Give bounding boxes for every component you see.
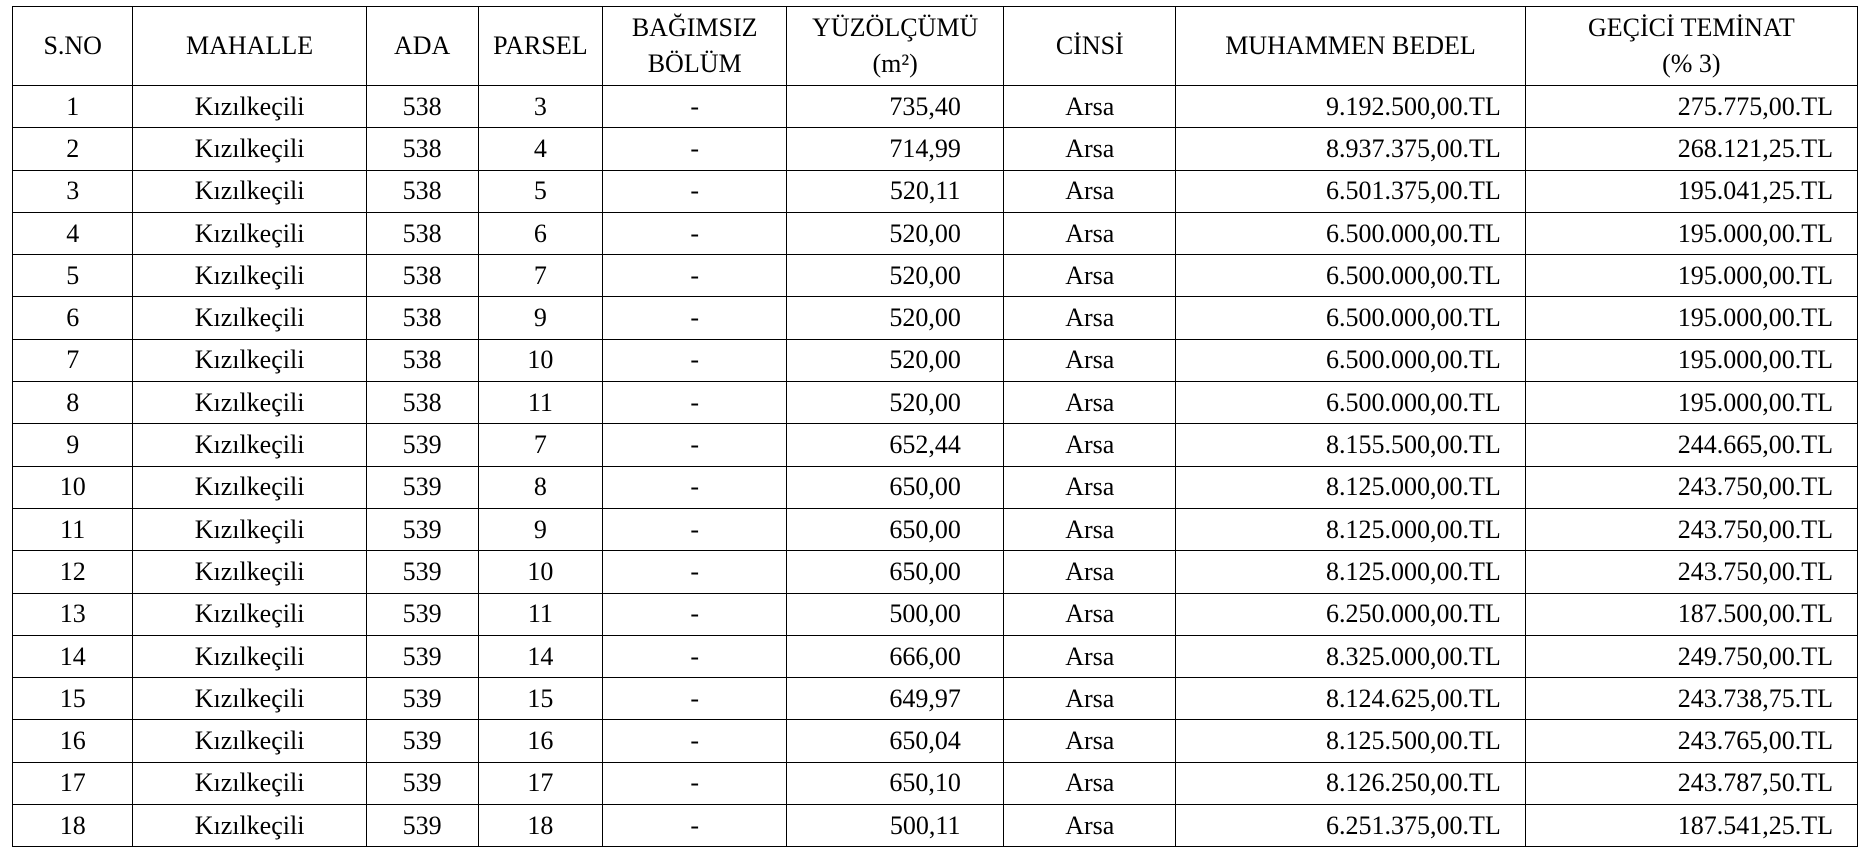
cell-cinsi: Arsa bbox=[1004, 678, 1176, 720]
column-header-cinsi bbox=[1004, 7, 1176, 86]
cell-parsel: 6 bbox=[478, 212, 603, 254]
cell-bagimsiz-bolum: - bbox=[603, 255, 787, 297]
column-header-text: ADA bbox=[393, 31, 451, 60]
cell-parsel: 9 bbox=[478, 297, 603, 339]
table-row bbox=[13, 86, 1858, 128]
column-header-text: (% 3) bbox=[1662, 49, 1721, 78]
table-row bbox=[13, 678, 1858, 720]
cell-muhammen-bedel: 8.125.500,00.TL bbox=[1176, 720, 1525, 762]
cell-yuzolcumu: 650,00 bbox=[787, 508, 1004, 550]
cell-ada: 539 bbox=[366, 551, 478, 593]
cell-cinsi: Arsa bbox=[1004, 551, 1176, 593]
cell-mahalle: Kızılkeçili bbox=[133, 128, 366, 170]
cell-gecici-teminat: 243.750,00.TL bbox=[1525, 551, 1857, 593]
cell-cinsi: Arsa bbox=[1004, 593, 1176, 635]
cell-yuzolcumu: 652,44 bbox=[787, 424, 1004, 466]
cell-muhammen-bedel: 6.500.000,00.TL bbox=[1176, 212, 1525, 254]
cell-sno: 13 bbox=[13, 593, 133, 635]
table-row bbox=[13, 508, 1858, 550]
table-row bbox=[13, 128, 1858, 170]
parcel-auction-table bbox=[12, 6, 1858, 847]
cell-mahalle: Kızılkeçili bbox=[133, 170, 366, 212]
cell-sno: 1 bbox=[13, 86, 133, 128]
cell-cinsi: Arsa bbox=[1004, 297, 1176, 339]
cell-yuzolcumu: 650,00 bbox=[787, 551, 1004, 593]
cell-sno: 2 bbox=[13, 128, 133, 170]
column-header-mahalle bbox=[133, 7, 366, 86]
column-header-text: PARSEL bbox=[493, 31, 588, 60]
cell-muhammen-bedel: 9.192.500,00.TL bbox=[1176, 86, 1525, 128]
cell-ada: 538 bbox=[366, 255, 478, 297]
cell-mahalle: Kızılkeçili bbox=[133, 297, 366, 339]
table-row bbox=[13, 720, 1858, 762]
cell-ada: 539 bbox=[366, 805, 478, 847]
cell-parsel: 15 bbox=[478, 678, 603, 720]
cell-yuzolcumu: 650,10 bbox=[787, 762, 1004, 804]
cell-bagimsiz-bolum: - bbox=[603, 424, 787, 466]
cell-parsel: 14 bbox=[478, 635, 603, 677]
cell-gecici-teminat: 243.765,00.TL bbox=[1525, 720, 1857, 762]
column-header-sno bbox=[13, 7, 133, 86]
table-row bbox=[13, 635, 1858, 677]
cell-mahalle: Kızılkeçili bbox=[133, 593, 366, 635]
cell-gecici-teminat: 195.000,00.TL bbox=[1525, 339, 1857, 381]
cell-sno: 16 bbox=[13, 720, 133, 762]
cell-sno: 14 bbox=[13, 635, 133, 677]
cell-ada: 538 bbox=[366, 382, 478, 424]
cell-gecici-teminat: 243.787,50.TL bbox=[1525, 762, 1857, 804]
cell-cinsi: Arsa bbox=[1004, 720, 1176, 762]
cell-sno: 3 bbox=[13, 170, 133, 212]
cell-sno: 7 bbox=[13, 339, 133, 381]
cell-cinsi: Arsa bbox=[1004, 128, 1176, 170]
cell-mahalle: Kızılkeçili bbox=[133, 424, 366, 466]
cell-mahalle: Kızılkeçili bbox=[133, 551, 366, 593]
column-header-text: MUHAMMEN BEDEL bbox=[1225, 31, 1476, 60]
cell-ada: 539 bbox=[366, 466, 478, 508]
cell-bagimsiz-bolum: - bbox=[603, 762, 787, 804]
cell-ada: 539 bbox=[366, 635, 478, 677]
table-row bbox=[13, 212, 1858, 254]
column-header-text: MAHALLE bbox=[186, 31, 314, 60]
cell-mahalle: Kızılkeçili bbox=[133, 212, 366, 254]
cell-mahalle: Kızılkeçili bbox=[133, 508, 366, 550]
cell-gecici-teminat: 243.750,00.TL bbox=[1525, 508, 1857, 550]
column-header-muhammen-bedel bbox=[1176, 7, 1525, 86]
cell-ada: 538 bbox=[366, 170, 478, 212]
cell-muhammen-bedel: 6.500.000,00.TL bbox=[1176, 382, 1525, 424]
cell-ada: 538 bbox=[366, 339, 478, 381]
table-row bbox=[13, 297, 1858, 339]
cell-gecici-teminat: 195.000,00.TL bbox=[1525, 255, 1857, 297]
cell-bagimsiz-bolum: - bbox=[603, 86, 787, 128]
table-header bbox=[13, 7, 1858, 86]
column-header-text: CİNSİ bbox=[1055, 31, 1124, 60]
cell-yuzolcumu: 520,00 bbox=[787, 382, 1004, 424]
cell-gecici-teminat: 195.000,00.TL bbox=[1525, 297, 1857, 339]
cell-parsel: 18 bbox=[478, 805, 603, 847]
cell-yuzolcumu: 650,04 bbox=[787, 720, 1004, 762]
cell-muhammen-bedel: 6.500.000,00.TL bbox=[1176, 339, 1525, 381]
cell-bagimsiz-bolum: - bbox=[603, 635, 787, 677]
cell-parsel: 4 bbox=[478, 128, 603, 170]
cell-gecici-teminat: 275.775,00.TL bbox=[1525, 86, 1857, 128]
cell-parsel: 9 bbox=[478, 508, 603, 550]
cell-yuzolcumu: 500,11 bbox=[787, 805, 1004, 847]
cell-yuzolcumu: 649,97 bbox=[787, 678, 1004, 720]
cell-muhammen-bedel: 8.124.625,00.TL bbox=[1176, 678, 1525, 720]
table-row bbox=[13, 762, 1858, 804]
cell-mahalle: Kızılkeçili bbox=[133, 805, 366, 847]
cell-sno: 8 bbox=[13, 382, 133, 424]
table-row bbox=[13, 593, 1858, 635]
cell-gecici-teminat: 243.738,75.TL bbox=[1525, 678, 1857, 720]
table-row bbox=[13, 382, 1858, 424]
cell-cinsi: Arsa bbox=[1004, 382, 1176, 424]
cell-yuzolcumu: 520,11 bbox=[787, 170, 1004, 212]
cell-cinsi: Arsa bbox=[1004, 508, 1176, 550]
cell-ada: 539 bbox=[366, 424, 478, 466]
cell-parsel: 17 bbox=[478, 762, 603, 804]
cell-ada: 539 bbox=[366, 508, 478, 550]
cell-muhammen-bedel: 8.126.250,00.TL bbox=[1176, 762, 1525, 804]
cell-parsel: 10 bbox=[478, 339, 603, 381]
column-header-gecici-teminat bbox=[1525, 7, 1857, 86]
cell-parsel: 7 bbox=[478, 255, 603, 297]
cell-cinsi: Arsa bbox=[1004, 255, 1176, 297]
cell-bagimsiz-bolum: - bbox=[603, 508, 787, 550]
table-row bbox=[13, 551, 1858, 593]
cell-parsel: 8 bbox=[478, 466, 603, 508]
cell-parsel: 10 bbox=[478, 551, 603, 593]
cell-sno: 17 bbox=[13, 762, 133, 804]
table-body bbox=[13, 86, 1858, 847]
cell-parsel: 11 bbox=[478, 593, 603, 635]
cell-bagimsiz-bolum: - bbox=[603, 720, 787, 762]
cell-cinsi: Arsa bbox=[1004, 762, 1176, 804]
cell-ada: 538 bbox=[366, 212, 478, 254]
cell-sno: 10 bbox=[13, 466, 133, 508]
table-row bbox=[13, 339, 1858, 381]
table-row bbox=[13, 424, 1858, 466]
cell-yuzolcumu: 650,00 bbox=[787, 466, 1004, 508]
cell-sno: 12 bbox=[13, 551, 133, 593]
cell-parsel: 11 bbox=[478, 382, 603, 424]
header-row bbox=[13, 7, 1858, 86]
cell-muhammen-bedel: 8.125.000,00.TL bbox=[1176, 508, 1525, 550]
cell-muhammen-bedel: 8.325.000,00.TL bbox=[1176, 635, 1525, 677]
cell-parsel: 7 bbox=[478, 424, 603, 466]
cell-ada: 538 bbox=[366, 297, 478, 339]
cell-yuzolcumu: 666,00 bbox=[787, 635, 1004, 677]
cell-mahalle: Kızılkeçili bbox=[133, 720, 366, 762]
cell-yuzolcumu: 735,40 bbox=[787, 86, 1004, 128]
cell-cinsi: Arsa bbox=[1004, 466, 1176, 508]
cell-parsel: 3 bbox=[478, 86, 603, 128]
column-header-text: BÖLÜM bbox=[647, 49, 742, 78]
cell-gecici-teminat: 187.500,00.TL bbox=[1525, 593, 1857, 635]
cell-bagimsiz-bolum: - bbox=[603, 128, 787, 170]
column-header-ada bbox=[366, 7, 478, 86]
cell-bagimsiz-bolum: - bbox=[603, 339, 787, 381]
cell-ada: 539 bbox=[366, 593, 478, 635]
cell-mahalle: Kızılkeçili bbox=[133, 339, 366, 381]
cell-mahalle: Kızılkeçili bbox=[133, 86, 366, 128]
cell-cinsi: Arsa bbox=[1004, 170, 1176, 212]
cell-muhammen-bedel: 6.500.000,00.TL bbox=[1176, 255, 1525, 297]
cell-sno: 5 bbox=[13, 255, 133, 297]
table-row bbox=[13, 805, 1858, 847]
cell-yuzolcumu: 714,99 bbox=[787, 128, 1004, 170]
cell-muhammen-bedel: 8.937.375,00.TL bbox=[1176, 128, 1525, 170]
cell-sno: 15 bbox=[13, 678, 133, 720]
cell-gecici-teminat: 268.121,25.TL bbox=[1525, 128, 1857, 170]
cell-mahalle: Kızılkeçili bbox=[133, 255, 366, 297]
cell-yuzolcumu: 520,00 bbox=[787, 297, 1004, 339]
cell-mahalle: Kızılkeçili bbox=[133, 635, 366, 677]
table-row bbox=[13, 255, 1858, 297]
cell-muhammen-bedel: 6.250.000,00.TL bbox=[1176, 593, 1525, 635]
cell-mahalle: Kızılkeçili bbox=[133, 762, 366, 804]
column-header-bagimsiz-bolum bbox=[603, 7, 787, 86]
cell-mahalle: Kızılkeçili bbox=[133, 382, 366, 424]
cell-muhammen-bedel: 8.125.000,00.TL bbox=[1176, 466, 1525, 508]
cell-muhammen-bedel: 6.501.375,00.TL bbox=[1176, 170, 1525, 212]
cell-gecici-teminat: 187.541,25.TL bbox=[1525, 805, 1857, 847]
cell-bagimsiz-bolum: - bbox=[603, 212, 787, 254]
column-header-yuzolcumu bbox=[787, 7, 1004, 86]
cell-cinsi: Arsa bbox=[1004, 424, 1176, 466]
cell-muhammen-bedel: 6.500.000,00.TL bbox=[1176, 297, 1525, 339]
cell-mahalle: Kızılkeçili bbox=[133, 466, 366, 508]
cell-bagimsiz-bolum: - bbox=[603, 297, 787, 339]
cell-cinsi: Arsa bbox=[1004, 212, 1176, 254]
cell-muhammen-bedel: 8.155.500,00.TL bbox=[1176, 424, 1525, 466]
cell-sno: 11 bbox=[13, 508, 133, 550]
cell-muhammen-bedel: 8.125.000,00.TL bbox=[1176, 551, 1525, 593]
cell-sno: 18 bbox=[13, 805, 133, 847]
cell-ada: 538 bbox=[366, 86, 478, 128]
cell-cinsi: Arsa bbox=[1004, 635, 1176, 677]
cell-sno: 6 bbox=[13, 297, 133, 339]
column-header-text: BAĞIMSIZ bbox=[631, 13, 758, 42]
cell-gecici-teminat: 195.000,00.TL bbox=[1525, 212, 1857, 254]
cell-bagimsiz-bolum: - bbox=[603, 382, 787, 424]
cell-yuzolcumu: 520,00 bbox=[787, 255, 1004, 297]
cell-sno: 4 bbox=[13, 212, 133, 254]
column-header-text: YÜZÖLÇÜMÜ bbox=[812, 13, 979, 42]
cell-ada: 538 bbox=[366, 128, 478, 170]
column-header-text: (m²) bbox=[872, 49, 918, 78]
cell-yuzolcumu: 520,00 bbox=[787, 212, 1004, 254]
cell-mahalle: Kızılkeçili bbox=[133, 678, 366, 720]
cell-sno: 9 bbox=[13, 424, 133, 466]
cell-cinsi: Arsa bbox=[1004, 86, 1176, 128]
cell-muhammen-bedel: 6.251.375,00.TL bbox=[1176, 805, 1525, 847]
cell-yuzolcumu: 520,00 bbox=[787, 339, 1004, 381]
cell-gecici-teminat: 249.750,00.TL bbox=[1525, 635, 1857, 677]
cell-gecici-teminat: 243.750,00.TL bbox=[1525, 466, 1857, 508]
cell-ada: 539 bbox=[366, 762, 478, 804]
table-row bbox=[13, 170, 1858, 212]
column-header-text: GEÇİCİ TEMİNAT bbox=[1587, 13, 1795, 42]
cell-gecici-teminat: 195.000,00.TL bbox=[1525, 382, 1857, 424]
table-row bbox=[13, 466, 1858, 508]
cell-bagimsiz-bolum: - bbox=[603, 593, 787, 635]
cell-ada: 539 bbox=[366, 720, 478, 762]
cell-parsel: 5 bbox=[478, 170, 603, 212]
cell-parsel: 16 bbox=[478, 720, 603, 762]
cell-bagimsiz-bolum: - bbox=[603, 805, 787, 847]
cell-cinsi: Arsa bbox=[1004, 805, 1176, 847]
cell-yuzolcumu: 500,00 bbox=[787, 593, 1004, 635]
cell-ada: 539 bbox=[366, 678, 478, 720]
cell-bagimsiz-bolum: - bbox=[603, 466, 787, 508]
cell-gecici-teminat: 244.665,00.TL bbox=[1525, 424, 1857, 466]
column-header-text: S.NO bbox=[43, 31, 102, 60]
cell-bagimsiz-bolum: - bbox=[603, 678, 787, 720]
column-header-parsel bbox=[478, 7, 603, 86]
cell-cinsi: Arsa bbox=[1004, 339, 1176, 381]
cell-bagimsiz-bolum: - bbox=[603, 170, 787, 212]
cell-gecici-teminat: 195.041,25.TL bbox=[1525, 170, 1857, 212]
cell-bagimsiz-bolum: - bbox=[603, 551, 787, 593]
